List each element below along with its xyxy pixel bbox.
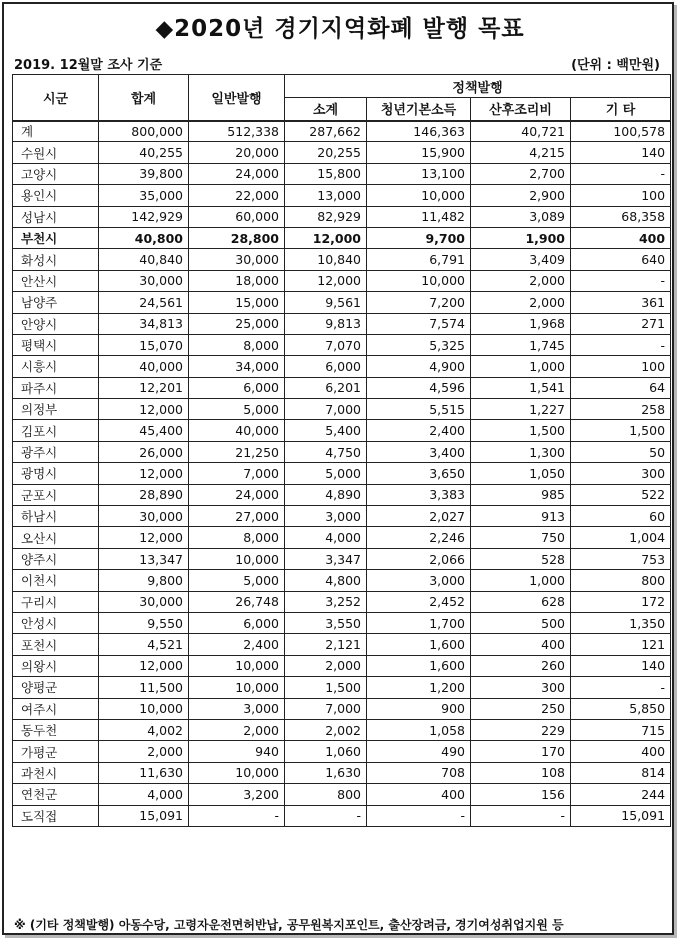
cell-postnatal-care: 1,968: [471, 313, 571, 334]
cell-total: 12,000: [99, 527, 189, 548]
table-row: [13, 463, 671, 484]
cell-city: 하남시: [13, 506, 99, 527]
table-row: [13, 441, 671, 462]
cell-youth-income: 13,100: [367, 163, 471, 184]
cell-other: 400: [571, 741, 671, 762]
table-row: [13, 356, 671, 377]
cell-other: 100: [571, 356, 671, 377]
cell-city: 평택시: [13, 334, 99, 355]
cell-general: 21,250: [189, 441, 285, 462]
cell-total: 12,000: [99, 463, 189, 484]
cell-city: 성남시: [13, 206, 99, 227]
cell-city: 이천시: [13, 570, 99, 591]
cell-subtotal: 4,000: [285, 527, 367, 548]
cell-subtotal: 1,060: [285, 741, 367, 762]
cell-postnatal-care: 40,721: [471, 121, 571, 142]
table-row: [13, 741, 671, 762]
cell-other: 15,091: [571, 805, 671, 826]
cell-other: 64: [571, 377, 671, 398]
cell-total: 12,000: [99, 399, 189, 420]
cell-youth-income: 5,515: [367, 399, 471, 420]
cell-general: 2,400: [189, 634, 285, 655]
cell-youth-income: 3,000: [367, 570, 471, 591]
cell-other: 522: [571, 484, 671, 505]
cell-city: 포천시: [13, 634, 99, 655]
cell-postnatal-care: 913: [471, 506, 571, 527]
cell-other: 400: [571, 227, 671, 248]
cell-subtotal: 3,000: [285, 506, 367, 527]
cell-other: 140: [571, 142, 671, 163]
cell-city: 연천군: [13, 784, 99, 805]
cell-city: 과천시: [13, 762, 99, 783]
cell-total: 30,000: [99, 506, 189, 527]
cell-total: 4,002: [99, 719, 189, 740]
cell-other: 244: [571, 784, 671, 805]
table-row: [13, 612, 671, 633]
table-row: [13, 784, 671, 805]
cell-postnatal-care: 2,000: [471, 270, 571, 291]
cell-total: 28,890: [99, 484, 189, 505]
cell-general: 10,000: [189, 677, 285, 698]
cell-other: 800: [571, 570, 671, 591]
table-row: [13, 591, 671, 612]
cell-city: 안성시: [13, 612, 99, 633]
cell-other: 140: [571, 655, 671, 676]
cell-other: 753: [571, 548, 671, 569]
cell-city: 안양시: [13, 313, 99, 334]
cell-youth-income: 4,596: [367, 377, 471, 398]
cell-total: 40,840: [99, 249, 189, 270]
cell-subtotal: 3,347: [285, 548, 367, 569]
cell-other: 50: [571, 441, 671, 462]
cell-total: 4,521: [99, 634, 189, 655]
cell-total: 11,630: [99, 762, 189, 783]
cell-general: -: [189, 805, 285, 826]
table-row: [13, 206, 671, 227]
cell-other: -: [571, 677, 671, 698]
cell-postnatal-care: 750: [471, 527, 571, 548]
cell-general: 940: [189, 741, 285, 762]
table-row: [13, 677, 671, 698]
cell-subtotal: 1,630: [285, 762, 367, 783]
cell-total: 10,000: [99, 698, 189, 719]
survey-basis-label: 2019. 12월말 조사 기준: [14, 58, 163, 73]
cell-total: 2,000: [99, 741, 189, 762]
cell-total: 30,000: [99, 591, 189, 612]
cell-youth-income: 1,200: [367, 677, 471, 698]
cell-city: 시흥시: [13, 356, 99, 377]
cell-general: 10,000: [189, 548, 285, 569]
cell-youth-income: 1,700: [367, 612, 471, 633]
cell-other: 100: [571, 185, 671, 206]
cell-general: 6,000: [189, 612, 285, 633]
cell-postnatal-care: 1,500: [471, 420, 571, 441]
cell-postnatal-care: 1,541: [471, 377, 571, 398]
cell-subtotal: 800: [285, 784, 367, 805]
cell-postnatal-care: 1,227: [471, 399, 571, 420]
cell-postnatal-care: 1,300: [471, 441, 571, 462]
cell-youth-income: 9,700: [367, 227, 471, 248]
cell-city: 용인시: [13, 185, 99, 206]
cell-total: 12,000: [99, 655, 189, 676]
cell-postnatal-care: 400: [471, 634, 571, 655]
cell-general: 22,000: [189, 185, 285, 206]
cell-subtotal: 20,255: [285, 142, 367, 163]
table-row: [13, 805, 671, 826]
cell-total: 40,000: [99, 356, 189, 377]
cell-general: 24,000: [189, 163, 285, 184]
cell-youth-income: -: [367, 805, 471, 826]
cell-total: 40,255: [99, 142, 189, 163]
cell-total: 15,091: [99, 805, 189, 826]
cell-youth-income: 5,325: [367, 334, 471, 355]
cell-subtotal: 7,000: [285, 399, 367, 420]
cell-total: 4,000: [99, 784, 189, 805]
cell-youth-income: 10,000: [367, 185, 471, 206]
cell-general: 3,200: [189, 784, 285, 805]
cell-postnatal-care: 3,409: [471, 249, 571, 270]
cell-city: 여주시: [13, 698, 99, 719]
header-general: 일반발행: [189, 75, 285, 121]
cell-postnatal-care: 1,000: [471, 570, 571, 591]
cell-general: 7,000: [189, 463, 285, 484]
cell-youth-income: 900: [367, 698, 471, 719]
cell-total: 35,000: [99, 185, 189, 206]
cell-general: 18,000: [189, 270, 285, 291]
header-row-top: [13, 75, 671, 98]
table-row: [13, 121, 671, 142]
cell-subtotal: 2,002: [285, 719, 367, 740]
cell-youth-income: 10,000: [367, 270, 471, 291]
cell-general: 10,000: [189, 655, 285, 676]
table-row: [13, 313, 671, 334]
table-row: [13, 698, 671, 719]
cell-subtotal: 7,000: [285, 698, 367, 719]
cell-total: 9,550: [99, 612, 189, 633]
cell-youth-income: 400: [367, 784, 471, 805]
cell-city: 부천시: [13, 227, 99, 248]
cell-total: 800,000: [99, 121, 189, 142]
cell-postnatal-care: 3,089: [471, 206, 571, 227]
cell-other: 121: [571, 634, 671, 655]
cell-subtotal: 7,070: [285, 334, 367, 355]
cell-postnatal-care: 1,050: [471, 463, 571, 484]
cell-other: 271: [571, 313, 671, 334]
cell-postnatal-care: 4,215: [471, 142, 571, 163]
table-row: [13, 163, 671, 184]
cell-subtotal: 4,890: [285, 484, 367, 505]
cell-city: 안산시: [13, 270, 99, 291]
cell-city: 광명시: [13, 463, 99, 484]
cell-general: 8,000: [189, 334, 285, 355]
cell-city: 군포시: [13, 484, 99, 505]
table-row: [13, 227, 671, 248]
table-row: [13, 506, 671, 527]
cell-youth-income: 11,482: [367, 206, 471, 227]
cell-subtotal: 15,800: [285, 163, 367, 184]
cell-youth-income: 2,027: [367, 506, 471, 527]
cell-general: 5,000: [189, 570, 285, 591]
table-row: [13, 548, 671, 569]
header-policy: 정책발행: [285, 75, 671, 98]
cell-general: 25,000: [189, 313, 285, 334]
cell-subtotal: 6,201: [285, 377, 367, 398]
table-row: [13, 719, 671, 740]
cell-city: 계: [13, 121, 99, 142]
cell-youth-income: 3,400: [367, 441, 471, 462]
cell-postnatal-care: 156: [471, 784, 571, 805]
unit-label: (단위 : 백만원): [571, 58, 660, 73]
cell-postnatal-care: 229: [471, 719, 571, 740]
table-row: [13, 249, 671, 270]
cell-youth-income: 490: [367, 741, 471, 762]
cell-subtotal: 13,000: [285, 185, 367, 206]
cell-subtotal: 12,000: [285, 270, 367, 291]
cell-subtotal: 12,000: [285, 227, 367, 248]
cell-general: 6,000: [189, 377, 285, 398]
cell-youth-income: 708: [367, 762, 471, 783]
cell-total: 15,070: [99, 334, 189, 355]
cell-postnatal-care: 300: [471, 677, 571, 698]
footnote: ※ (기타 정책발행) 아동수당, 고령자운전면허반납, 공무원복지포인트, 출산장려금, 경기여성취업지원 등: [14, 918, 564, 932]
cell-youth-income: 3,650: [367, 463, 471, 484]
cell-total: 40,800: [99, 227, 189, 248]
cell-city: 고양시: [13, 163, 99, 184]
cell-postnatal-care: 2,000: [471, 292, 571, 313]
cell-other: 100,578: [571, 121, 671, 142]
cell-general: 8,000: [189, 527, 285, 548]
cell-other: 1,350: [571, 612, 671, 633]
table-body: [13, 121, 671, 827]
cell-postnatal-care: 260: [471, 655, 571, 676]
cell-youth-income: 1,058: [367, 719, 471, 740]
cell-total: 45,400: [99, 420, 189, 441]
issuance-target-table: [12, 74, 671, 827]
cell-total: 13,347: [99, 548, 189, 569]
cell-subtotal: 2,000: [285, 655, 367, 676]
page-title: ◆2020년 경기지역화폐 발행 목표: [155, 16, 525, 42]
cell-postnatal-care: 170: [471, 741, 571, 762]
cell-total: 9,800: [99, 570, 189, 591]
cell-subtotal: 287,662: [285, 121, 367, 142]
cell-city: 김포시: [13, 420, 99, 441]
cell-other: 300: [571, 463, 671, 484]
cell-subtotal: 10,840: [285, 249, 367, 270]
cell-total: 24,561: [99, 292, 189, 313]
cell-subtotal: 1,500: [285, 677, 367, 698]
cell-total: 39,800: [99, 163, 189, 184]
cell-general: 34,000: [189, 356, 285, 377]
cell-general: 60,000: [189, 206, 285, 227]
table-row: [13, 570, 671, 591]
cell-total: 12,201: [99, 377, 189, 398]
cell-total: 34,813: [99, 313, 189, 334]
cell-other: 715: [571, 719, 671, 740]
cell-general: 27,000: [189, 506, 285, 527]
table-row: [13, 292, 671, 313]
table-row: [13, 377, 671, 398]
cell-postnatal-care: 1,900: [471, 227, 571, 248]
cell-other: 68,358: [571, 206, 671, 227]
header-total: 합계: [99, 75, 189, 121]
cell-subtotal: 2,121: [285, 634, 367, 655]
cell-youth-income: 1,600: [367, 634, 471, 655]
cell-youth-income: 2,246: [367, 527, 471, 548]
cell-other: -: [571, 334, 671, 355]
cell-postnatal-care: 2,900: [471, 185, 571, 206]
cell-other: -: [571, 270, 671, 291]
cell-general: 15,000: [189, 292, 285, 313]
cell-general: 40,000: [189, 420, 285, 441]
header-postnatal-care: 산후조리비: [471, 98, 571, 121]
cell-postnatal-care: 528: [471, 548, 571, 569]
table-row: [13, 185, 671, 206]
cell-postnatal-care: 628: [471, 591, 571, 612]
table-row: [13, 334, 671, 355]
cell-youth-income: 15,900: [367, 142, 471, 163]
cell-youth-income: 4,900: [367, 356, 471, 377]
cell-youth-income: 2,452: [367, 591, 471, 612]
cell-subtotal: 3,252: [285, 591, 367, 612]
cell-postnatal-care: 1,745: [471, 334, 571, 355]
cell-other: 1,004: [571, 527, 671, 548]
cell-city: 광주시: [13, 441, 99, 462]
cell-city: 양주시: [13, 548, 99, 569]
table-row: [13, 270, 671, 291]
cell-city: 의왕시: [13, 655, 99, 676]
cell-youth-income: 3,383: [367, 484, 471, 505]
cell-city: 가평군: [13, 741, 99, 762]
cell-subtotal: 5,400: [285, 420, 367, 441]
cell-postnatal-care: -: [471, 805, 571, 826]
cell-youth-income: 2,066: [367, 548, 471, 569]
cell-general: 20,000: [189, 142, 285, 163]
table-row: [13, 527, 671, 548]
cell-other: 640: [571, 249, 671, 270]
cell-other: 258: [571, 399, 671, 420]
cell-city: 구리시: [13, 591, 99, 612]
cell-subtotal: 9,813: [285, 313, 367, 334]
table-row: [13, 762, 671, 783]
cell-city: 의정부: [13, 399, 99, 420]
header-youth-income: 청년기본소득: [367, 98, 471, 121]
cell-city: 파주시: [13, 377, 99, 398]
cell-subtotal: 5,000: [285, 463, 367, 484]
cell-general: 10,000: [189, 762, 285, 783]
cell-city: 남양주: [13, 292, 99, 313]
cell-postnatal-care: 108: [471, 762, 571, 783]
cell-other: 361: [571, 292, 671, 313]
cell-subtotal: 4,800: [285, 570, 367, 591]
cell-youth-income: 146,363: [367, 121, 471, 142]
cell-city: 양평군: [13, 677, 99, 698]
cell-other: 5,850: [571, 698, 671, 719]
cell-total: 26,000: [99, 441, 189, 462]
cell-city: 오산시: [13, 527, 99, 548]
cell-subtotal: 4,750: [285, 441, 367, 462]
cell-postnatal-care: 2,700: [471, 163, 571, 184]
cell-city: 수원시: [13, 142, 99, 163]
cell-general: 28,800: [189, 227, 285, 248]
table-row: [13, 142, 671, 163]
table-row: [13, 484, 671, 505]
cell-general: 512,338: [189, 121, 285, 142]
cell-general: 26,748: [189, 591, 285, 612]
cell-other: 60: [571, 506, 671, 527]
cell-subtotal: 6,000: [285, 356, 367, 377]
cell-other: 814: [571, 762, 671, 783]
cell-subtotal: -: [285, 805, 367, 826]
cell-subtotal: 82,929: [285, 206, 367, 227]
cell-city: 도직접: [13, 805, 99, 826]
cell-subtotal: 9,561: [285, 292, 367, 313]
cell-other: 1,500: [571, 420, 671, 441]
cell-general: 5,000: [189, 399, 285, 420]
cell-total: 30,000: [99, 270, 189, 291]
table-row: [13, 399, 671, 420]
cell-total: 142,929: [99, 206, 189, 227]
cell-general: 2,000: [189, 719, 285, 740]
cell-youth-income: 6,791: [367, 249, 471, 270]
cell-city: 동두천: [13, 719, 99, 740]
cell-subtotal: 3,550: [285, 612, 367, 633]
table-row: [13, 420, 671, 441]
cell-other: 172: [571, 591, 671, 612]
cell-youth-income: 7,200: [367, 292, 471, 313]
header-city: 시군: [13, 75, 99, 121]
cell-city: 화성시: [13, 249, 99, 270]
cell-total: 11,500: [99, 677, 189, 698]
cell-general: 30,000: [189, 249, 285, 270]
table-row: [13, 634, 671, 655]
cell-youth-income: 1,600: [367, 655, 471, 676]
header-subtotal: 소계: [285, 98, 367, 121]
cell-postnatal-care: 985: [471, 484, 571, 505]
cell-other: -: [571, 163, 671, 184]
cell-postnatal-care: 500: [471, 612, 571, 633]
cell-general: 24,000: [189, 484, 285, 505]
document-frame: [2, 2, 674, 935]
table-row: [13, 655, 671, 676]
cell-general: 3,000: [189, 698, 285, 719]
cell-youth-income: 7,574: [367, 313, 471, 334]
header-other: 기 타: [571, 98, 671, 121]
cell-postnatal-care: 250: [471, 698, 571, 719]
cell-youth-income: 2,400: [367, 420, 471, 441]
cell-postnatal-care: 1,000: [471, 356, 571, 377]
